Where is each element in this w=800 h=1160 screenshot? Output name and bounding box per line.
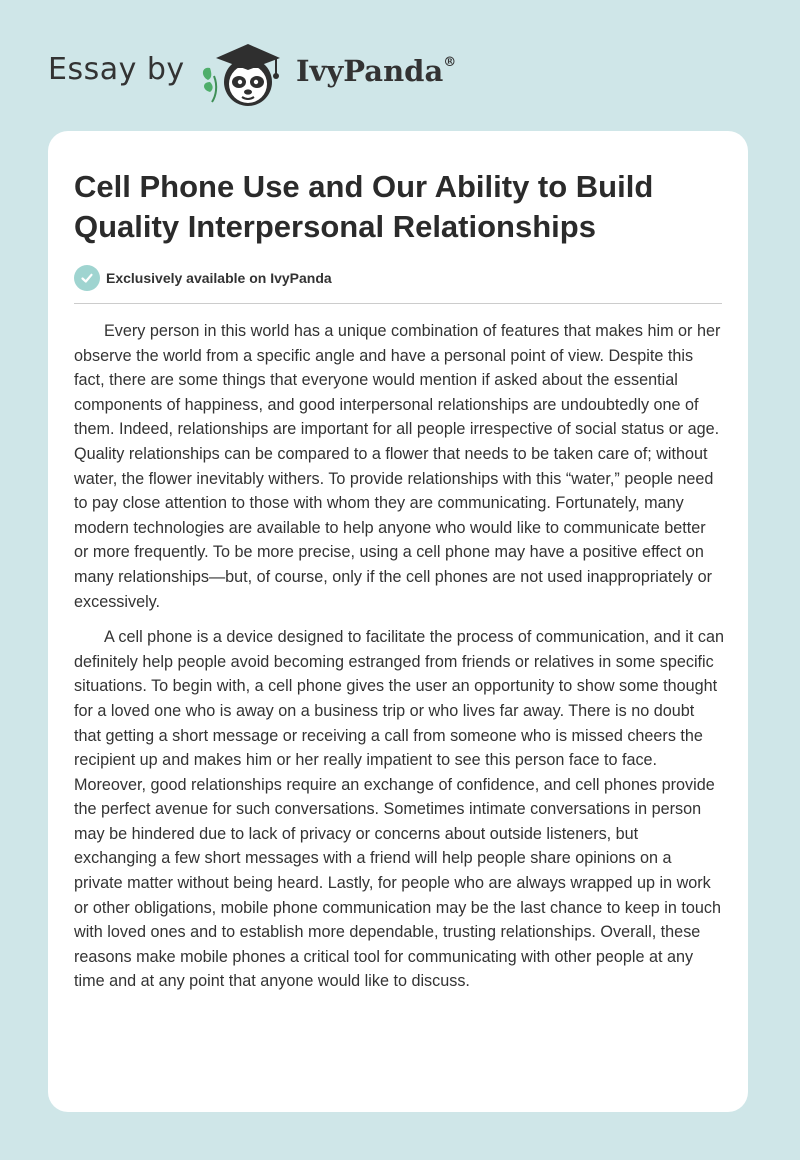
paragraph: Every person in this world has a unique combination of features that makes him or her observe the world from a specific angle and have a personal point of view. Despite this fact, there are some things that everyone would mention if asked about the essential components of happiness, and good interpersonal relationships are undoubtedly one of them. Indeed, relationships are important for all people irrespective of social status or age. Quality relationships can be compared to a flower that needs to be taken care of; without water, the flower inevitably withers. To provide relationships with this “water,” people need to pay close attention to those with whom they are communicating. Fortunately, many modern technologies are available to help anyone who would like to communicate better or more frequently. To be more precise, using a cell phone may have a positive effect on many relationships—but, of course, only if the cell phones are not used inappropriately or excessively. — [74, 322, 721, 611]
check-icon — [74, 265, 100, 291]
panda-graduate-icon[interactable] — [198, 36, 294, 110]
divider — [74, 303, 722, 304]
brand-name[interactable]: IvyPanda® — [296, 54, 457, 88]
paragraph: A cell phone is a device designed to facilitate the process of communication, and it can definitely help people avoid becoming estranged from friends or relatives in some specific situations. To begin with, a cell phone gives the user an opportunity to show some thought for a loved one who is away on a business trip or who lives far away. There is no doubt that getting a short message or receiving a call from someone who is missed cheers the recipient up and makes him or her really impatient to see this person face to face. Moreover, good relationships require an exchange of confidence, and cell phones provide the perfect avenue for such conversations. Sometimes intimate conversations in person may be hindered due to lack of privacy or concerns about outside listeners, but exchanging a few short messages with a friend will help people share opinions on a private matter without being heard. Lastly, for people who are always wrapped up in work or other obligations, mobile phone communication may be the last chance to keep in touch with loved ones and to establish more dependable, trusting relationships. Overall, these reasons make mobile phones a critical tool for communicating with other people at any time and at any point that anyone would like to discuss. — [74, 628, 724, 991]
page-title: Cell Phone Use and Our Ability to Build Quality Interpersonal Relationships — [74, 169, 654, 244]
essay-body — [74, 319, 724, 1005]
badge-text: Exclusively available on IvyPanda — [106, 270, 332, 286]
exclusive-badge — [74, 265, 332, 291]
essay-card — [48, 131, 748, 1112]
site-header — [0, 0, 800, 130]
registered-mark: ® — [443, 55, 457, 71]
essay-by-label: Essay by — [48, 52, 185, 87]
